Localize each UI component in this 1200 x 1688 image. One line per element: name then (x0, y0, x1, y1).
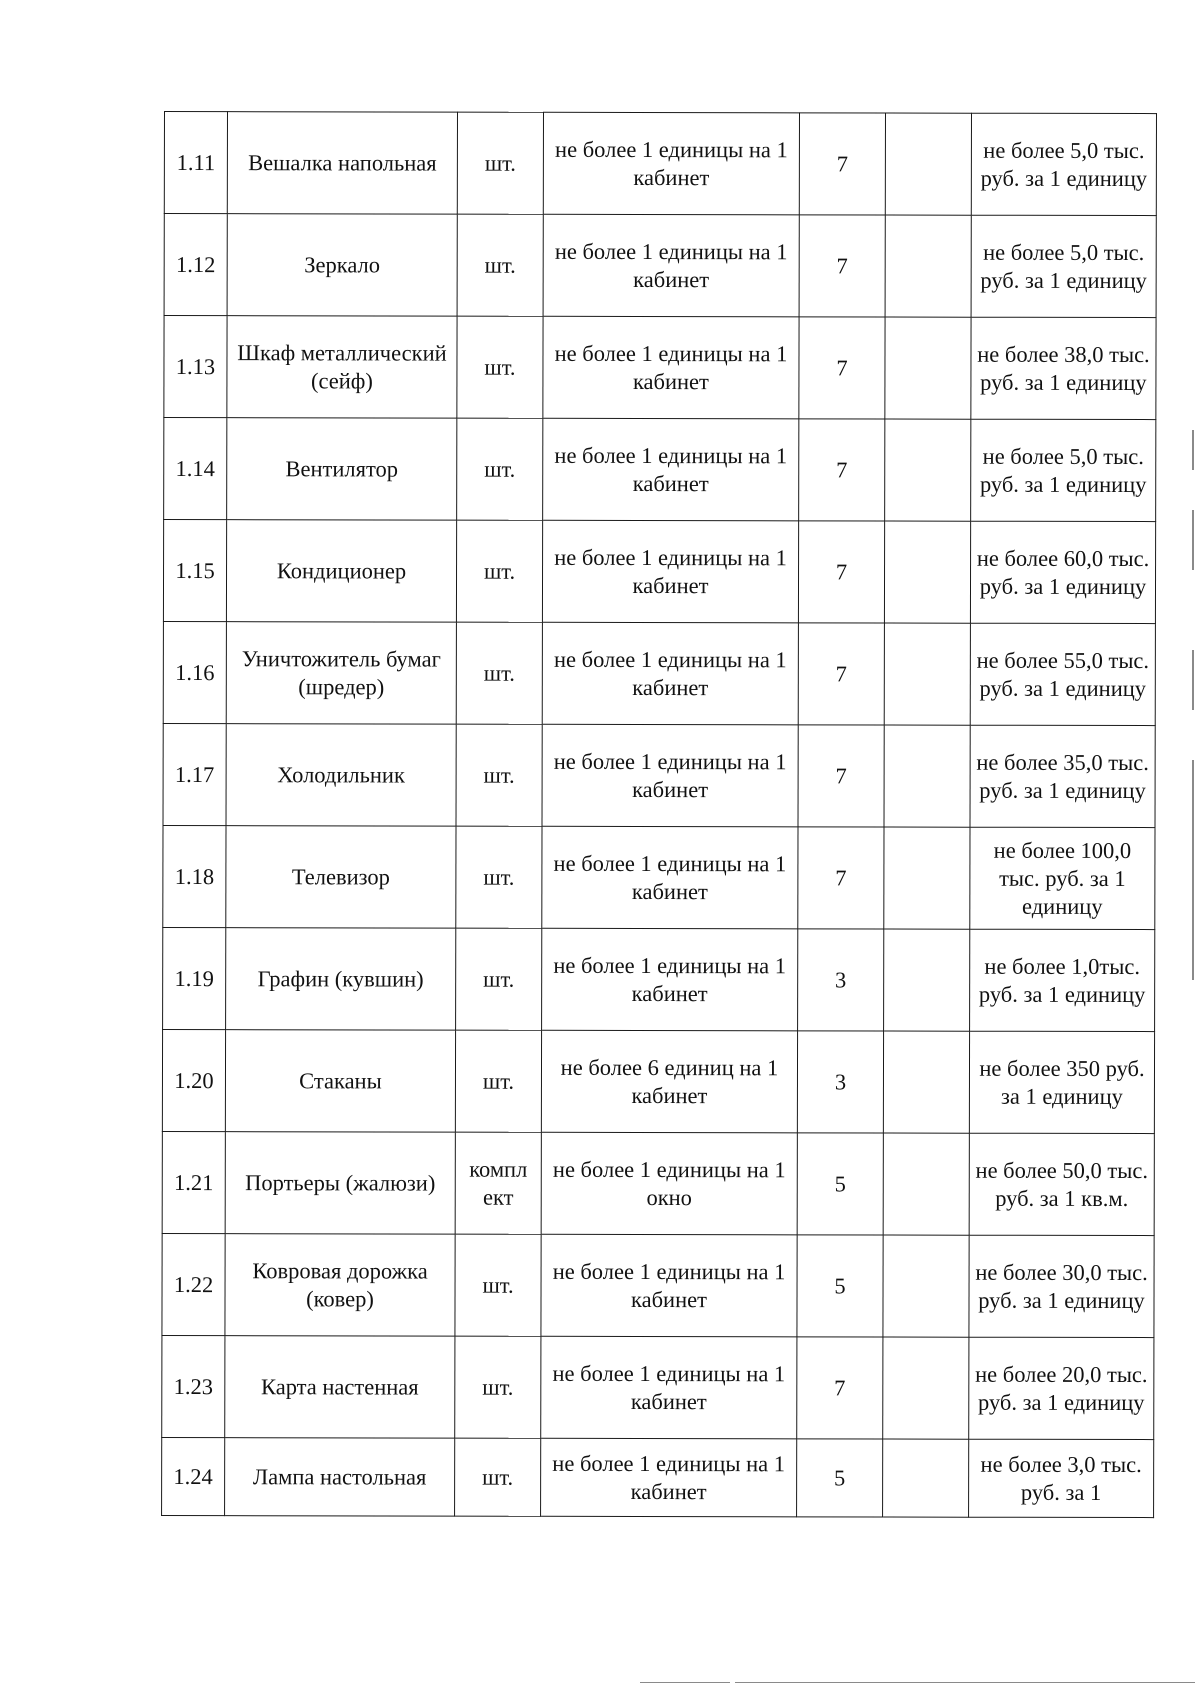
service-term-cell: 7 (798, 827, 884, 929)
row-number-cell: 1.22 (162, 1233, 225, 1335)
unit-cell: компл ект (455, 1132, 541, 1234)
item-name-cell: Уничтожитель бумаг (шредер) (226, 622, 456, 724)
quantity-norm-cell: не более 1 единицы на 1 кабинет (542, 724, 798, 827)
service-term-cell: 7 (798, 623, 884, 725)
table-row (164, 418, 1156, 522)
quantity-norm-cell: не более 1 единицы на 1 кабинет (543, 316, 799, 419)
empty-cell (884, 623, 970, 725)
scan-edge-mark (1192, 510, 1194, 570)
table-row (162, 1029, 1154, 1133)
price-limit-cell: не более 350 руб. за 1 единицу (969, 1031, 1154, 1133)
quantity-norm-cell: не более 1 единицы на 1 кабинет (543, 214, 799, 317)
unit-cell: шт. (455, 1234, 541, 1336)
quantity-norm-cell: не более 1 единицы на 1 кабинет (541, 1438, 797, 1517)
quantity-norm-cell: не более 1 единицы на 1 окно (541, 1132, 797, 1235)
empty-cell (884, 929, 970, 1031)
norms-table (161, 111, 1157, 1518)
price-limit-cell: не более 3,0 тыс. руб. за 1 (969, 1439, 1154, 1517)
item-name-cell: Стаканы (225, 1030, 455, 1132)
empty-cell (883, 1031, 969, 1133)
item-name-cell: Кондиционер (226, 520, 456, 622)
table-row (162, 1437, 1154, 1517)
service-term-cell: 7 (799, 215, 885, 317)
empty-cell (883, 1133, 969, 1235)
item-name-cell: Вентилятор (227, 418, 457, 520)
service-term-cell: 7 (798, 521, 884, 623)
quantity-norm-cell: не более 1 единицы на 1 кабинет (542, 928, 798, 1031)
price-limit-cell: не более 100,0 тыс. руб. за 1 единицу (970, 827, 1155, 929)
item-name-cell: Телевизор (226, 826, 456, 928)
quantity-norm-cell: не более 1 единицы на 1 кабинет (543, 112, 799, 215)
empty-cell (883, 1337, 969, 1439)
empty-cell (883, 1439, 969, 1517)
price-limit-cell: не более 20,0 тыс. руб. за 1 единицу (969, 1337, 1154, 1439)
row-number-cell: 1.23 (162, 1335, 225, 1437)
row-number-cell: 1.14 (164, 418, 227, 520)
price-limit-cell: не более 1,0тыс. руб. за 1 единицу (970, 929, 1155, 1031)
item-name-cell: Лампа настольная (225, 1438, 455, 1516)
item-name-cell: Вешалка напольная (227, 112, 457, 214)
price-limit-cell: не более 5,0 тыс. руб. за 1 единицу (971, 113, 1156, 215)
quantity-norm-cell: не более 1 единицы на 1 кабинет (542, 826, 798, 929)
service-term-cell: 7 (797, 1337, 883, 1439)
item-name-cell: Шкаф металлический (сейф) (227, 316, 457, 418)
row-number-cell: 1.24 (162, 1437, 225, 1515)
service-term-cell: 3 (797, 1031, 883, 1133)
unit-cell: шт. (456, 520, 542, 622)
empty-cell (885, 113, 971, 215)
table-body (162, 112, 1157, 1518)
price-limit-cell: не более 5,0 тыс. руб. за 1 единицу (971, 215, 1156, 317)
quantity-norm-cell: не более 1 единицы на 1 кабинет (542, 520, 798, 623)
table-row (163, 927, 1155, 1031)
service-term-cell: 7 (799, 419, 885, 521)
item-name-cell: Графин (кувшин) (226, 928, 456, 1030)
table-row (162, 1335, 1154, 1439)
item-name-cell: Зеркало (227, 214, 457, 316)
price-limit-cell: не более 55,0 тыс. руб. за 1 единицу (970, 623, 1155, 725)
service-term-cell: 3 (798, 929, 884, 1031)
table-row (163, 621, 1155, 725)
scan-edge-mark (1192, 430, 1194, 470)
price-limit-cell: не более 38,0 тыс. руб. за 1 единицу (971, 317, 1156, 419)
scan-edge-mark (1192, 650, 1194, 710)
price-limit-cell: не более 60,0 тыс. руб. за 1 единицу (970, 521, 1155, 623)
row-number-cell: 1.12 (164, 214, 227, 316)
row-number-cell: 1.15 (163, 520, 226, 622)
service-term-cell: 7 (798, 725, 884, 827)
item-name-cell: Карта настенная (225, 1336, 455, 1438)
quantity-norm-cell: не более 6 единиц на 1 кабинет (541, 1030, 797, 1133)
empty-cell (885, 215, 971, 317)
table-row (162, 1131, 1154, 1235)
empty-cell (885, 419, 971, 521)
table-row (163, 825, 1155, 929)
table-row (164, 214, 1156, 318)
quantity-norm-cell: не более 1 единицы на 1 кабинет (543, 418, 799, 521)
empty-cell (884, 827, 970, 929)
unit-cell: шт. (455, 1030, 541, 1132)
price-limit-cell: не более 50,0 тыс. руб. за 1 кв.м. (969, 1133, 1154, 1235)
price-limit-cell: не более 30,0 тыс. руб. за 1 единицу (969, 1235, 1154, 1337)
item-name-cell: Портьеры (жалюзи) (225, 1132, 455, 1234)
price-limit-cell: не более 5,0 тыс. руб. за 1 единицу (971, 419, 1156, 521)
unit-cell: шт. (457, 214, 543, 316)
unit-cell: шт. (456, 826, 542, 928)
quantity-norm-cell: не более 1 единицы на 1 кабинет (541, 1234, 797, 1337)
quantity-norm-cell: не более 1 единицы на 1 кабинет (542, 622, 798, 725)
row-number-cell: 1.17 (163, 723, 226, 825)
scan-edge-mark (640, 1682, 730, 1683)
unit-cell: шт. (456, 928, 542, 1030)
service-term-cell: 5 (797, 1235, 883, 1337)
unit-cell: шт. (456, 622, 542, 724)
item-name-cell: Холодильник (226, 724, 456, 826)
row-number-cell: 1.18 (163, 825, 226, 927)
row-number-cell: 1.19 (163, 927, 226, 1029)
table-row (162, 1233, 1154, 1337)
service-term-cell: 5 (797, 1439, 883, 1517)
scan-edge-mark (735, 1682, 1195, 1683)
table-row (163, 520, 1155, 624)
unit-cell: шт. (457, 316, 543, 418)
row-number-cell: 1.16 (163, 621, 226, 723)
row-number-cell: 1.21 (162, 1131, 225, 1233)
service-term-cell: 5 (797, 1133, 883, 1235)
unit-cell: шт. (455, 1438, 541, 1516)
table-row (163, 723, 1155, 827)
service-term-cell: 7 (799, 113, 885, 215)
table-row (164, 112, 1156, 216)
row-number-cell: 1.13 (164, 316, 227, 418)
table-row (164, 316, 1156, 420)
empty-cell (884, 521, 970, 623)
empty-cell (883, 1235, 969, 1337)
empty-cell (884, 725, 970, 827)
unit-cell: шт. (457, 418, 543, 520)
row-number-cell: 1.11 (164, 112, 227, 214)
row-number-cell: 1.20 (162, 1029, 225, 1131)
service-term-cell: 7 (799, 317, 885, 419)
unit-cell: шт. (456, 724, 542, 826)
unit-cell: шт. (455, 1336, 541, 1438)
unit-cell: шт. (457, 112, 543, 214)
item-name-cell: Ковровая дорожка (ковер) (225, 1234, 455, 1336)
quantity-norm-cell: не более 1 единицы на 1 кабинет (541, 1336, 797, 1439)
price-limit-cell: не более 35,0 тыс. руб. за 1 единицу (970, 725, 1155, 827)
empty-cell (885, 317, 971, 419)
scan-edge-mark (1192, 760, 1194, 980)
